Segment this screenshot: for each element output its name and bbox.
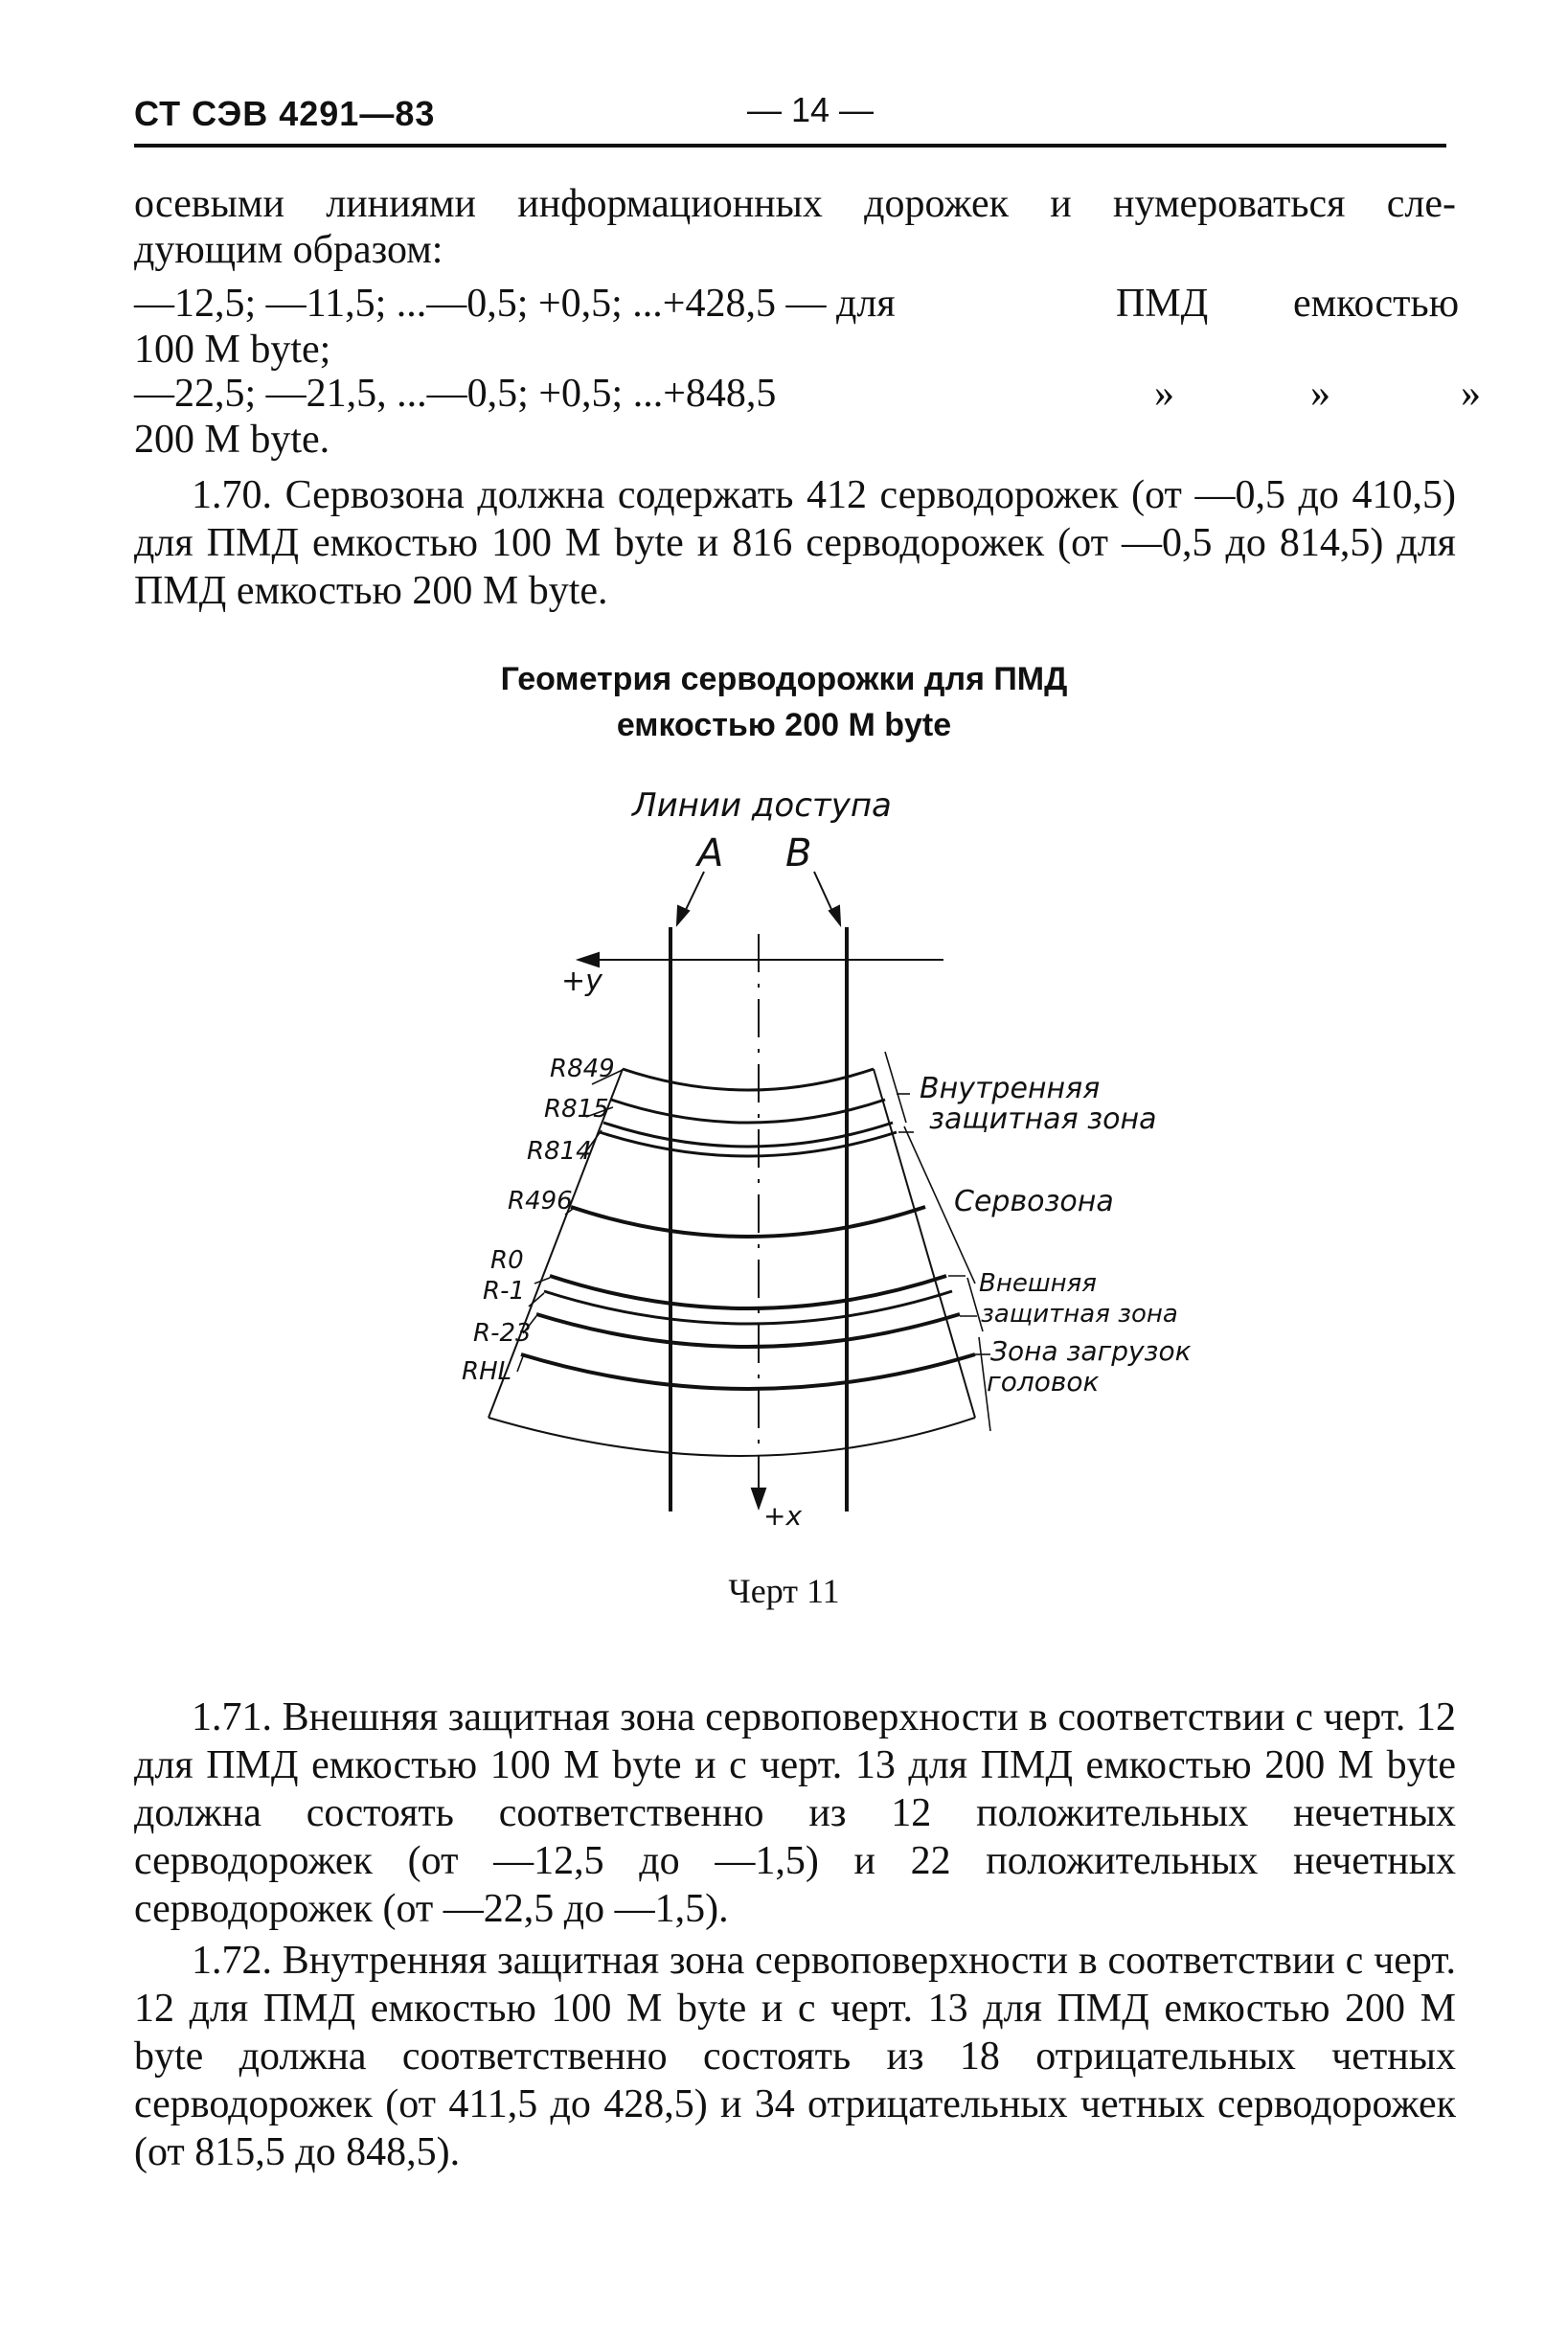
figure-caption: Черт 11 <box>728 1572 840 1610</box>
sequence-2-values: —22,5; —21,5, ...—0,5; +0,5; ...+848,5 <box>134 372 777 416</box>
load-zone-label-1: Зона загрузок <box>990 1335 1192 1367</box>
sequence-1-pmd: ПМД <box>1116 282 1209 326</box>
label-r815: R815 <box>544 1095 609 1124</box>
load-zone-label-2: головок <box>987 1366 1100 1398</box>
arc-r849 <box>623 1069 874 1090</box>
label-r-23: R-23 <box>473 1319 532 1348</box>
sequence-1-values: —12,5; —11,5; ...—0,5; +0,5; ...+428,5 — для <box>134 282 896 326</box>
zone-labels <box>920 1072 1192 1398</box>
ditto-mark: » <box>1154 372 1174 416</box>
paragraph-1-71: 1.71. Внешняя защитная зона сервоповерхности в соответствии с черт. 12 для ПМД емкостью 100 M byte и с черт. 13 для ПМД емкостью 200 M byte должна состоять соответственно из 12 положительных нечетных серводорожек (от —12,5 до —1,5) и 22 положительных нечетных серводорожек (от —22,5 до —1,5). <box>134 1695 1456 1931</box>
outer-zone-label-1: Внешняя <box>979 1269 1097 1298</box>
servo-zone-label: Сервозона <box>954 1185 1114 1218</box>
arc-rhl <box>521 1354 975 1389</box>
outer-zone-label-2: защитная зона <box>981 1300 1178 1329</box>
ditto-mark: » <box>1310 372 1330 416</box>
access-lines-label: Линии доступа <box>632 786 892 825</box>
y-axis-label: +y <box>561 965 602 998</box>
label-rhl: RHL <box>462 1357 512 1386</box>
x-axis <box>752 934 765 1508</box>
line-a-label: A <box>697 831 724 875</box>
standard-code: СТ СЭВ 4291—83 <box>134 94 436 133</box>
arc-r815a <box>611 1100 885 1123</box>
arc-r-23 <box>536 1314 960 1347</box>
ditto-mark: » <box>1461 372 1481 416</box>
sequence-1-continuation: 100 M byte; <box>134 328 331 372</box>
x-axis-label: +x <box>763 1500 803 1532</box>
arc-r496 <box>571 1207 925 1237</box>
label-r849: R849 <box>550 1055 615 1083</box>
figure-title-line-1: Геометрия серводорожки для ПМД <box>500 661 1068 697</box>
intro-line-2: дующим образом: <box>134 228 443 272</box>
tracks-sector <box>489 1069 975 1456</box>
paragraph-1-72: 1.72. Внутренняя защитная зона сервоповерхности в соответствии с черт. 12 для ПМД емкостью 100 M byte и с черт. 13 для ПМД емкостью 200 M byte должна соответственно состоять из 18 отрицательных четных серводорожек (от 411,5 до 428,5) и 34 отрицательных четных серводорожек (от 815,5 до 848,5). <box>134 1939 1456 2174</box>
inner-zone-label-2: защитная зона <box>929 1102 1157 1136</box>
figure-title-line-2: емкостью 200 M byte <box>616 707 952 743</box>
arc-r815b <box>603 1123 893 1147</box>
arc-outer <box>489 1418 975 1456</box>
arc-r0 <box>550 1276 946 1308</box>
label-r-1: R-1 <box>483 1277 525 1306</box>
sequence-1-capacity: емкостью <box>1293 282 1460 326</box>
intro-line-1: осевыми линиями информационных дорожек и нумероваться сле- <box>134 182 1456 226</box>
label-r814: R814 <box>527 1137 592 1166</box>
line-b-label: B <box>785 831 812 875</box>
arc-r814 <box>600 1132 897 1156</box>
label-r0: R0 <box>490 1246 524 1275</box>
radius-labels <box>462 1055 615 1386</box>
y-axis <box>579 953 943 966</box>
page-number: — 14 — <box>747 90 875 129</box>
inner-zone-label-1: Внутренняя <box>920 1072 1101 1105</box>
sequence-2-continuation: 200 M byte. <box>134 418 330 462</box>
label-r496: R496 <box>508 1187 573 1216</box>
paragraph-1-70: 1.70. Сервозона должна содержать 412 серводорожек (от —0,5 до 410,5) для ПМД емкостью 100 M byte и 816 серводорожек (от —0,5 до 814,5) для ПМД емкостью 200 M byte. <box>134 473 1456 613</box>
